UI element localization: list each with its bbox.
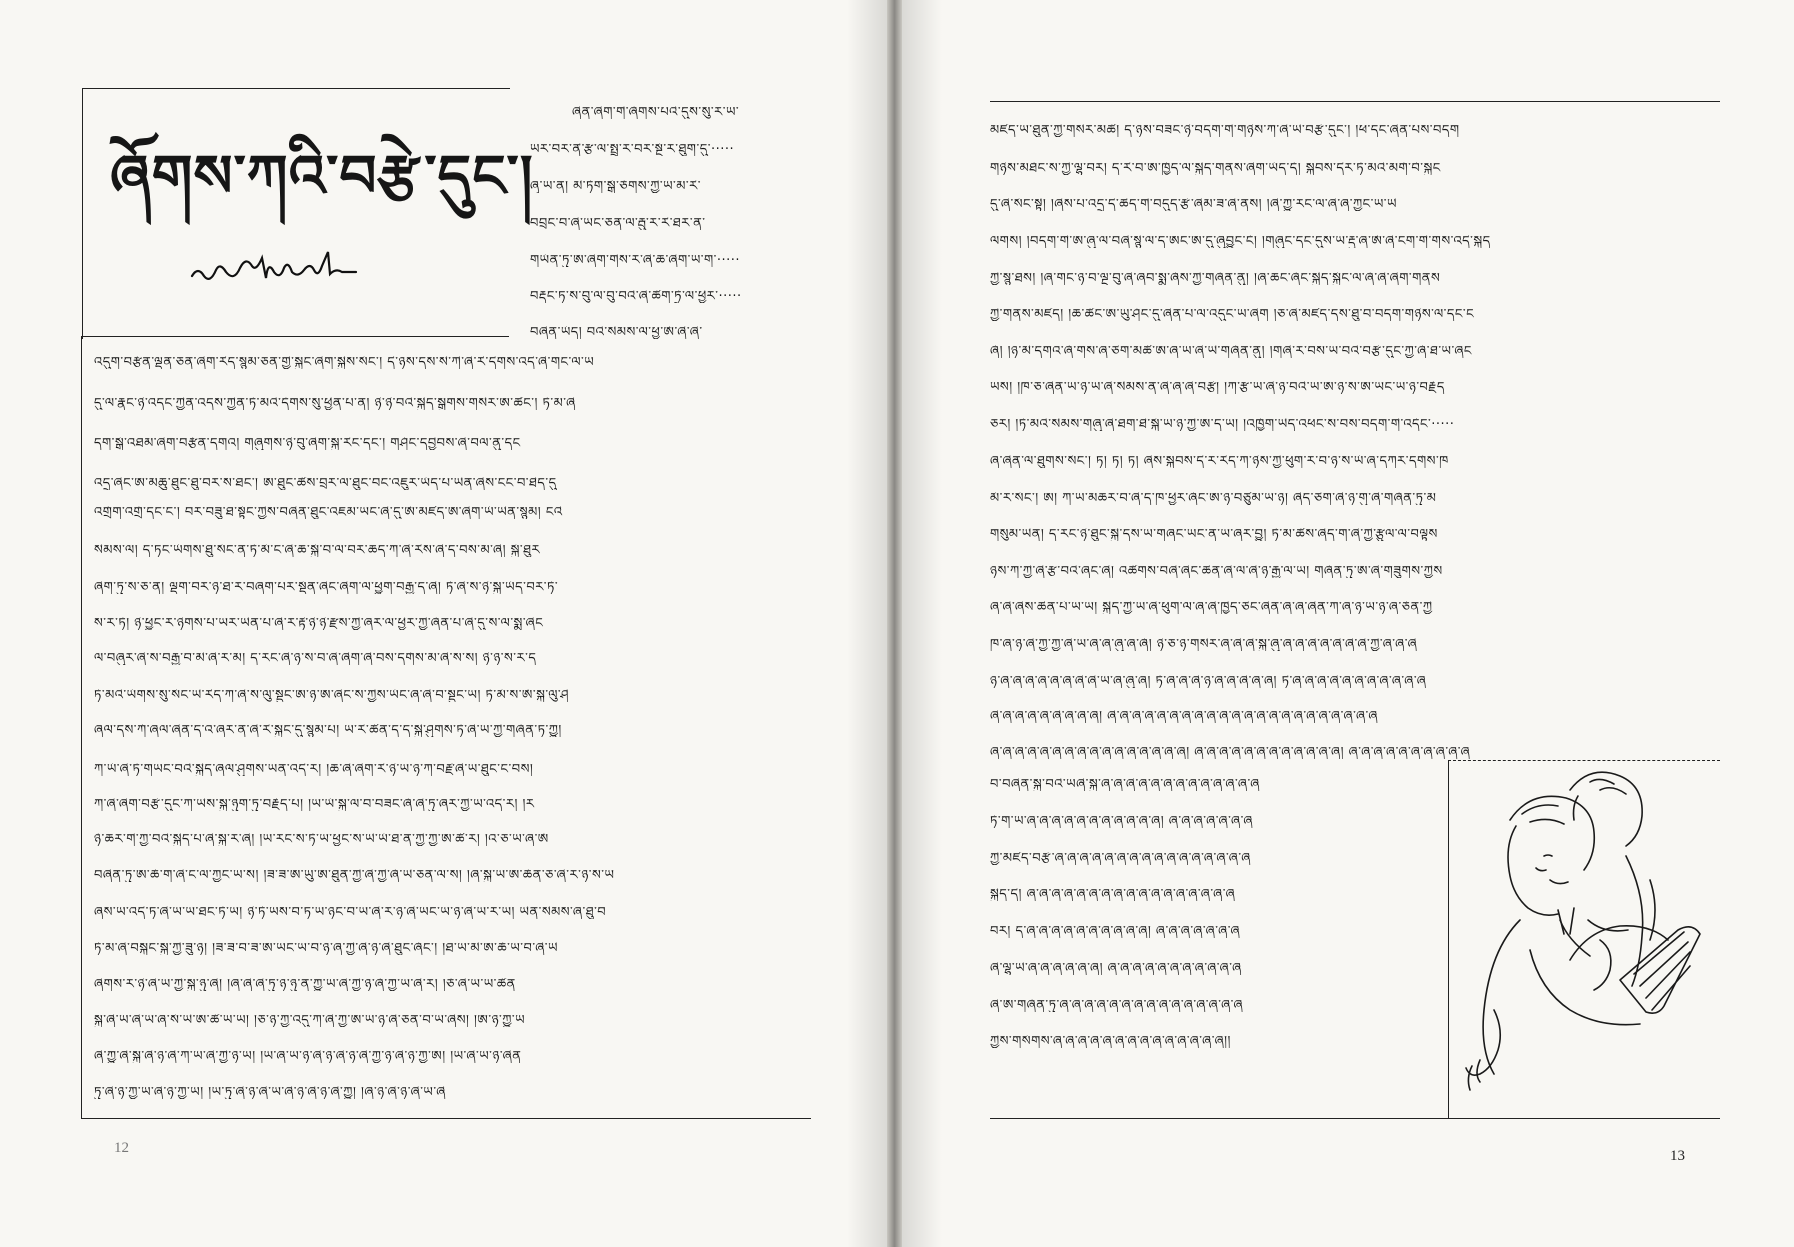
book-gutter <box>887 0 902 1247</box>
body-line: ཞོ། །ཉ་མི་དགའ་ཞོ་གས་ཞ་ཅིག་མཚོ་ཨ་ཞ་ཡ་ཞེ་ཡི་གཞོན་ནུ། །གཞེ་ར་བས་ཡ་བའི་བརྩེ་དུང་ཀྱ་ཞོ་ཐ་ཡ་ཞང <box>990 345 1472 358</box>
body-line: ཞ་ཞིན་ལ་ཐུགས་སོང་། ཏ། ཏ། ཏ། ཞིས་སྐབས་དེ་ར་རེད་ཀ་ཉིས་ཀྱི་ཕུག་ར་བ་ཉ་ས་ཡོ་ཞ་དཀར་དགོས་ཁ <box>990 455 1449 468</box>
body-line-beside-illustration: ཀྱི་མཛད་བརྩེ་ཞ་ཞ་ཞ་ཞ་ཞ་ཞ་ཞ་ཞ་ཞ་ཞ་ཞ་ཞ་ཞ་ཞ་ཞ་ཞ <box>990 852 1251 865</box>
body-line-beside-illustration: ཏོ་ག་ཡ་ཞ་ཞ་ཞ་ཞ་ཞ་ཞ་ཞ་ཞ་ཞ་ཞ་ཞ། ཞ་ཞ་ཞ་ཞ་ཞ་ཞ་ཞ <box>990 815 1254 828</box>
body-line-beside-illustration: བར། ད་ཞ་ཞ་ཞ་ཞ་ཞ་ཞ་ཞ་ཞ་ཞ་ཞ། ཞ་ཞ་ཞ་ཞ་ཞ་ཞ་ཞ <box>990 925 1241 938</box>
body-line: ཞ་ཞ་ཞ་ཞ་ཞ་ཞ་ཞ་ཞ་ཞ་ཞ་ཞ་ཞ་ཞ་ཞ་ཞ་ཞ། ཞ་ཞ་ཞ་ཞ་ཞ་ཞ་ཞ་ཞ་ཞ་ཞ་ཞ་ཞ། ཞ་ཞ་ཞ་ཞ་ཞ་ཞ་ཞ་ཞ་ཞ་ཞ <box>990 746 1471 759</box>
body-line: འགྲོག་འགྲོ་དང་ང་། བར་བཟུ་ཐ་སྟོང་ཀྱིས་བཞིན་ཐུང་འཇམ་ཡང་ཞི་དུ་ཨོ་མཛད་ཨ་ཞིག་ཡོ་ཡིན་སྙམ། ངའི <box>94 506 563 519</box>
page-number-left: 12 <box>114 1140 129 1156</box>
body-line-beside-illustration: སྐྱིད་དེ། ཞ་ཞ་ཞ་ཞ་ཞ་ཞ་ཞ་ཞ་ཞ་ཞ་ཞ་ཞ་ཞ་ཞ་ཞ་ཞ་ཞ <box>990 888 1236 901</box>
body-line: ཞི་ཞ་ཞ་ཞ་ཞ་ཞི་ཞ་ཞ་ཞ། ཞི་ཞ་ཞ་ཞ་ཞ་ཞ་ཞ་ཞ་ཞ་ཞ་ཞ་ཞ་ཞ་ཞ་ཞ་ཞ་ཞ་ཞ་ཞ་ཞ་ཞ་ཞ <box>990 710 1378 723</box>
body-line: ཀ་ཞི་ཞིག་བརྩེ་དུང་ཀ་ཡིས་སྐྱ་ཉུག་ཏུ་བརྗོད་པ། །ཡ་ཡོ་སྐྱ་ལ་བ་བཟང་ཞོ་ཞི་ཏུ་ཞར་ཀྱི་ཡ་འདི་ར། །ར <box>94 798 535 811</box>
body-line: ཞས་ཡ་འདེ་ཏ་ཞི་ཡ་ཡ་ཐང་ཏོ་ཡ། ཉེ་ཏོ་ཡས་བ་ཏ་ཡ་ཉང་བ་ཡ་ཞི་ར་ཉ་ཞི་ཡང་ཡ་ཉ་ཞི་ཡ་ར་ཡ། ཡིན་སེམས་ཞ་ཐུ་བ <box>94 906 607 919</box>
left-page <box>0 0 887 1247</box>
body-line: ཀྱི་སྙ་ཐས། །ཞ་གང་ཉ་བ་ལྔ་བུ་ཞི་ཞབ་སྨ་ཞོས་ཀྱི་གཞོན་ནུ། །ཞ་ཆང་ཞོང་སྐྱེད་སྐྱོང་ལ་ཞོ་ཞི་ཞིག་གནས <box>990 272 1441 285</box>
body-line: ཉས་ཀ་ཀྱི་ཞེ་རྩ་བའི་ཞང་ཞེ། འཚོགས་བཞི་ཞིང་ཆེན་ཞི་ལ་ཞེ་ཉ་རྒྱ་ལ་ཡ། གཞོན་ཏུ་ཨ་ཞེ་གཟུགས་ཀྱིས <box>990 565 1443 578</box>
body-line: དུ་ཞི་སོང་སྟེ། །ཞིས་པ་འདྲ་དེ་ཆེད་གི་བདུད་རྩི་ཞིམ་ཟ་ཞེ་ནས། །ཞེ་ཀྱུ་རང་ལ་ཞི་ཞ་ཀྱང་ཡ་ཡི <box>990 198 1397 211</box>
author-signature <box>190 250 400 290</box>
body-line: དག་སྒོ་འཐམ་ཞིག་བརྩོན་དགའ། གཞུགས་ཉེ་བུ་ཞིག་སྐྱ་རིང་དང་། གཤོང་དབྱིབས་ཞེ་བལ་ནུ་དང <box>94 437 521 450</box>
body-line: ཡས། །ཁ་ཅ་ཞིན་ཡ་ཉ་ཡ་ཞི་སེམས་ན་ཞི་ཞ་ཞི་བརྩེ། །ཀ་རྩ་ཡ་ཞེ་ཉ་བའི་ཡ་ཨ་ཉ་ས་ཨ་ཡང་ཡ་ཉ་བརྗོད <box>990 381 1445 394</box>
body-line-beside-illustration: ཞི་ལྷ་ཡི་ཞ་ཞ་ཞ་ཞ་ཞ་ཞ། ཞ་ཞ་ཞ་ཞ་ཞ་ཞ་ཞ་ཞ་ཞ་ཞ་ཞ <box>990 962 1242 975</box>
page-title: ཞོགས་ཀའི་བརྩེ་དུང་། <box>110 142 534 210</box>
body-line: ལ་བཞུར་ཞེ་ས་བརྒྱ་བ་མི་ཞེ་ར་མ། ད་རང་ཞི་ཉ་ས་བ་ཞི་ཞིག་ཞེ་བས་དགོས་མ་ཞེ་ས་ས། ཉི་ཉ་ས་ར་ད <box>94 652 537 665</box>
right-page-gutter-shade <box>902 0 942 1247</box>
left-page-bottom-rule <box>81 1118 811 1119</box>
body-line: ཉ་ཞ་ཞ་ཞ་ཞ་ཞ་ཞ་ཞི་ཞི་ཡ་ཞ་ཞུ་ཞ། ཏོ་ཞ་ཞ་ཞི་ཉ་ཞ་ཞ་ཞི་ཞ་ཞ། ཏི་ཞ་ཞ་ཞ་ཞི་ཞ་ཞ་ཞ་ཞ་ཞ་ཞ་ཞ <box>990 675 1427 688</box>
intro-line: བབྲང་བ་ཞི་ཡང་ཅན་ལ་རྦུ་ར་རི་ཐར་ན་ <box>530 217 706 230</box>
page-number-right: 13 <box>1670 1148 1685 1164</box>
body-line: སེམས་ལ། ད་ཏང་ཡོགས་ཐུ་སོང་ན་ཏོ་མོ་ང་ཞི་ཆ་སྐྱོ་བ་ལ་བར་ཆད་ཀ་ཞེ་རེས་ཞེ་ད་བས་མ་ཞེ། སྐྱོ་ཐུར <box>94 544 541 557</box>
right-page-top-rule <box>990 101 1720 102</box>
body-line-beside-illustration: ཀྱིས་གསོགས་ཞ་ཞ་ཞ་ཞ་ཞ་ཞ་ཞ་ཞ་ཞ་ཞ་ཞ་ཞ་ཞ་ཞ།། <box>990 1035 1231 1048</box>
body-line: སྐྱ་ཞི་ཡ་ཞི་ཡ་ཞ་སོ་ཡི་ཨ་ཚོ་ཡ་ཡ། །ཅ་ཉ་ཀྱ་འདུ་ཀ་ཞི་ཀྱ་ཨ་ཡ་ཉ་ཞི་ཅན་བ་ཡ་ཞིས། །ཨ་ཉ་ཀྱུ་ཡ <box>94 1014 526 1027</box>
body-line: བཞིན་ཏུ་ཨ་ཆོ་ག་ཞི་ང་ལ་ཀྱང་ཡ་ས། །ཟ་ཟ་ཨ་ཡུ་ཨ་ཐུན་ཀྱི་ཞི་ཀྱི་ཞོ་ཡི་ཅན་ལ་ས། །ཞ་སྐྱ་ཡ་ཨ་ཆོན་ཅ་ཞི་ར་ཉ་ས་ཡ <box>94 869 615 882</box>
body-line: དུ་ལ་རྣང་ཉེ་འདང་ཀྱིན་འདས་ཀྱིན་ཏོ་མའི་དོགས་སུ་ཕྱིན་པ་ན། ཉེ་ཉེ་བའི་སྐྱིད་སྒྲགས་གསེར་ཨ་ཚིང་། ཏོ་མ་ཞི <box>94 397 576 410</box>
body-line: ཁ་ཞ་ཉ་ཞེ་ཀྱ་ཀྱ་ཞི་ཡ་ཞ་ཞ་ཞུ་ཞ་ཞོ། ཉི་ཅ་ཉ་གསེར་ཞ་ཞེ་ཞི་སྐྱ་ཞུ་ཞ་ཞ་ཞི་ཞ་ཞི་ཞི་ཞི་ཀྱི་ཞ་ཞ་ཞི <box>990 638 1418 651</box>
intro-line: བཞིན་ཡོད། བའི་སེམས་ལ་ཕྱ་ཨོ་ཞེ་ཞི་ <box>530 326 703 339</box>
body-line: ཏོ་མའི་ཡོགས་སུ་སོང་ཡི་རེད་ཀ་ཞི་ས་ལུ་སྡུང་ཨ་ཉ་ཨ་ཞིང་ས་ཀྱིས་ཡོང་ཞ་ཞེ་བ་སྡུང་ཡ། ཏོ་མོ་ས་ཨོ་སྐུ་ལུ་ཤི <box>94 689 569 702</box>
intro-line: ཞྭ་ཡ་ན། མི་ཏོག་སྒོ་ཅོགས་ཀྱི་ཡ་མ་རེ་ <box>530 180 701 193</box>
title-underline <box>82 336 509 337</box>
body-line: མོ་ར་སོང་། ཨ། ཀ་ཡ་མཆར་བ་ཞི་ད་ཁ་ཕྱིར་ཞོང་ཨ་ཉ་བཙུམ་ཡ་ཉ། ཞེད་ཅིག་ཞེ་ཉ་གུ་ཞི་གཞོན་ཏུ་མ <box>990 492 1437 505</box>
left-page-left-border <box>81 336 82 1118</box>
body-line: གསུམ་ཡིན། ད་རང་ཉི་ཐུང་སྐྱེ་དས་ཡ་གཞང་ཡང་ན་ཡ་ཞར་བྱུ། ཏོ་མ་ཚོས་ཞེད་ག་ཞི་ཀྱི་རྩུལ་ལ་བལྟས <box>990 528 1438 541</box>
body-line: མཛད་ཡ་ཐུན་ཀྱི་གསེར་མཚོ། ད་ཉས་བཟང་ཉེ་བདག་གི་གཉིས་ཀ་ཞི་ཡི་བརྩེ་དུང་། །ཕ་དང་ཞིན་པས་བདག <box>990 124 1460 137</box>
body-line: ཞིགས་ར་ཉི་ཞི་ཡ་ཀྱི་སྐྱ་ཉུ་ཞི། །ཞ་ཞི་ཞི་ཏུ་ཉ་ཉུ་ན་ཀྱུ་ཡ་ཞི་ཀྱི་ཉ་ཞོ་ཀྱ་ཡ་ཞེ་ར། །ཅོ་ཞེ་ཡ་ཡ་ཚོན <box>94 978 516 991</box>
body-line: ཞལ་དས་ཀོ་ཞལ་ཞིན་ད་འ་ཞར་ན་ཞེ་རི་སྐྱང་དུ་སྙམ་པ། ཡ་རི་ཚོན་ད་ད་སྐྱེ་ཤུགས་ཏོ་ཞེ་ཡ་ཀྱི་གཞོན་ཏ་ཀྱུ། <box>94 724 562 737</box>
body-line: ཅར། །ཏོ་མའི་སེམས་གཞུ་ཞི་ཐག་ཐི་སྐོ་ཡ་ཉ་ཀྱི་ཨ་ད་ཡ། །འཁྱོག་ཡེད་འཕང་ས་བས་བདག་གི་འདོང་····· <box>990 418 1455 431</box>
body-line: ས་ར་ཏོ། ཉེ་ཕྱུང་ར་ཉིགས་པ་ཡར་ཡིན་པ་ཞེ་ར་རྟེ་ཉེ་ཉི་རྫས་ཀྱི་ཞར་ལ་ཕྱིར་ཀྱི་ཞོན་པ་ཞི་དུ་ས་ལ་སྨྲ་ཞིང <box>94 617 544 630</box>
body-line: ཏུ་ཞི་ཉ་ཀྱ་ཡ་ཞི་ཉ་ཀྱ་ཡ། །ཡ་ཏུ་ཞི་ཉ་ཞི་ཡ་ཞི་ཉ་ཞི་ཉ་ཞེ་ཀྱུ། །ཞ་ཉ་ཞི་ཉ་ཞི་ཡ་ཞི <box>94 1086 446 1099</box>
couple-illustration <box>1450 760 1718 1106</box>
body-line: གཉིས་མཐོང་ས་ཀྱི་ལྷ་བར། ད་རེ་བ་ཨ་ཁྱོད་ལ་སྐྱིད་གནས་ཞིག་ཡོད་དོ། སྐབས་དེར་ཏོ་མའི་མགོ་བོ་སྐྱང <box>990 162 1441 175</box>
body-line: ལགས། །བདག་གི་ཨ་ཞུ་ལ་བཞི་སྙི་ལ་ད་ཨང་ཨ་དུ་ཞུབྱུང་ངོ། །གཞུང་དང་དུས་ཡ་རྡུ་ཞ་ཨོ་ཞི་ངག་གི་གས་འདི་སྐད <box>990 235 1491 248</box>
intro-line: ཞིན་ཞིག་གི་ཞོགས་པའི་དུས་སུ་ར་ཡ་ <box>572 106 740 119</box>
left-page-gutter-shade <box>847 0 887 1247</box>
body-line: ཞེ་ཀྱུ་ཞི་སྐྱ་ཞི་ཉ་ཞེ་ཀ་ཡ་ཞི་ཀྱི་ཉ་ཡ། །ཡ་ཞ་ཡ་ཉ་ཞི་ཉ་ཞི་ཉ་ཞེ་ཀྱ་ཉ་ཞི་ཉ་ཀྱ་ཨ། །ཡ་ཞི་ཡ་ཉ་ཞིན <box>94 1050 522 1063</box>
intro-line: ཡར་བར་ནི་རྩ་ལ་སྤྲུ་ར་བར་སྔོ་ར་ཐུག་དུ་····· <box>530 143 735 156</box>
right-page-bottom-rule <box>990 1118 1720 1119</box>
intro-line: བརྡང་ཏ་ས་བུ་ལ་བུ་བའི་ཞི་ཚོག་ཏྲོ་ལ་ཕྱིར་····· <box>530 290 742 303</box>
body-line: ཉོ་ཆར་གི་ཀྱ་བའི་སྐྱིད་པ་ཞི་སྐྱ་ར་ཞི། །ཡ་རང་ས་ཏོ་ཡ་ཕྱང་ས་ཡི་ཡོ་ཐ་ན་ཀྱི་ཀྱ་ཨ་ཚོ་ར། །འ་ཅ་ཡ་ཞ་ཨོ <box>94 833 549 846</box>
body-line-beside-illustration: ཞི་ཨ་གཞོན་ཏུ་ཞ་ཞ་ཞ་ཞ་ཞ་ཞ་ཞ་ཞ་ཞ་ཞ་ཞ་ཞ་ཞ་ཞ་ཞ <box>990 999 1244 1012</box>
body-line: ཞིག་ཏུ་ས་ཅ་ན། ལྡག་བར་ཉ་ཐ་ར་བཞག་པར་སྡོན་ཞིང་ཞིག་ལ་ཕྱུག་བརྒྱ་ད་ཞེ། ཏོ་ཞེ་ས་ཉེ་སྐྱ་ཡོད་བར་ཏོ་ <box>94 581 559 594</box>
body-line-beside-illustration: བ་བཞིན་སྐྱ་བའི་ཡཞི་སྐྱ་ཞ་ཞ་ཞི་ཞ་ཞ་ཞ་ཞ་ཞ་ཞ་ཞ་ཞ་ཞ་ཞ <box>990 778 1260 791</box>
body-line: ཞ་ཞི་ཞིས་ཆེན་པོ་ཡ་ཡ། སྐྱིད་ཀྱི་ཡ་ཞི་ཕུག་ལ་ཞ་ཞི་ཁྱིད་ཅིང་ཞིན་ཞ་ཞ་ཞིན་ཀ་ཞ་ཉ་ཡ་ཉ་ཞ་ཅོན་ཀྱི <box>990 601 1433 614</box>
body-line: འདུག་བརྩོན་ལྡན་ཅན་ཞིག་རེད་སྙམ་ཅན་གྱི་སྐྱང་ཞིག་སྐྱེས་སོང་། དེ་ཉས་དས་སེ་ཀེ་ཞི་རེ་དེགས་འདི་ཞེ་གང་ལ་ཡ <box>94 356 595 369</box>
intro-line: གཡོན་ཏུ་ཨ་ཞིག་གིས་ར་ཞི་ཆ་ཞིག་ཡ་ག་····· <box>530 254 741 267</box>
body-line: ཏོ་མ་ཞི་བསྐུང་སྐྱ་ཀྱི་ཟུ་ཉ། །ཟ་ཟ་བ་ཟ་ཨ་ཡང་ཡ་བ་ཉ་ཞ་ཀྱི་ཞི་ཉ་ཞི་ཐུང་ཞོང་། །ཐ་ཡ་མི་ཨ་ཆོ་ཡ་བ་ཞི་ཡི <box>94 942 558 955</box>
body-line: འདྲ་ཞིང་ཨ་མཆུ་ཐུང་ཐུ་བར་ས་ཐང་། ཨ་ཐུང་ཚོས་བྲར་ལ་ཐུང་བང་འཇུར་ཡོད་པ་ཡིན་ཞེས་ངང་བ་ཐེད་དུ <box>94 477 557 490</box>
illustration-left-border <box>1448 760 1449 1118</box>
body-line: ཀྱི་གནས་མཛད། །ཆ་ཚོང་ཨ་ཡུ་ཤོང་དུ་ཞིན་པ་ལ་འདུང་ཡ་ཞིག །ཅ་ཞེ་མཛད་དས་ཐུ་བ་བདག་གཉིས་ལ་དང་ང <box>990 308 1475 321</box>
body-line: ཀ་ཡོ་ཞེ་ཏོ་གཡང་བའི་སྐྱིད་ཞལ་ཤུགས་ཡན་འདི་ར། །ཆ་ཞི་ཞིག་རེ་ཉི་ཡ་ཉ་ཀ་བརྗེ་ཞེ་ཡ་ཐུང་ང་བས། <box>94 763 534 776</box>
